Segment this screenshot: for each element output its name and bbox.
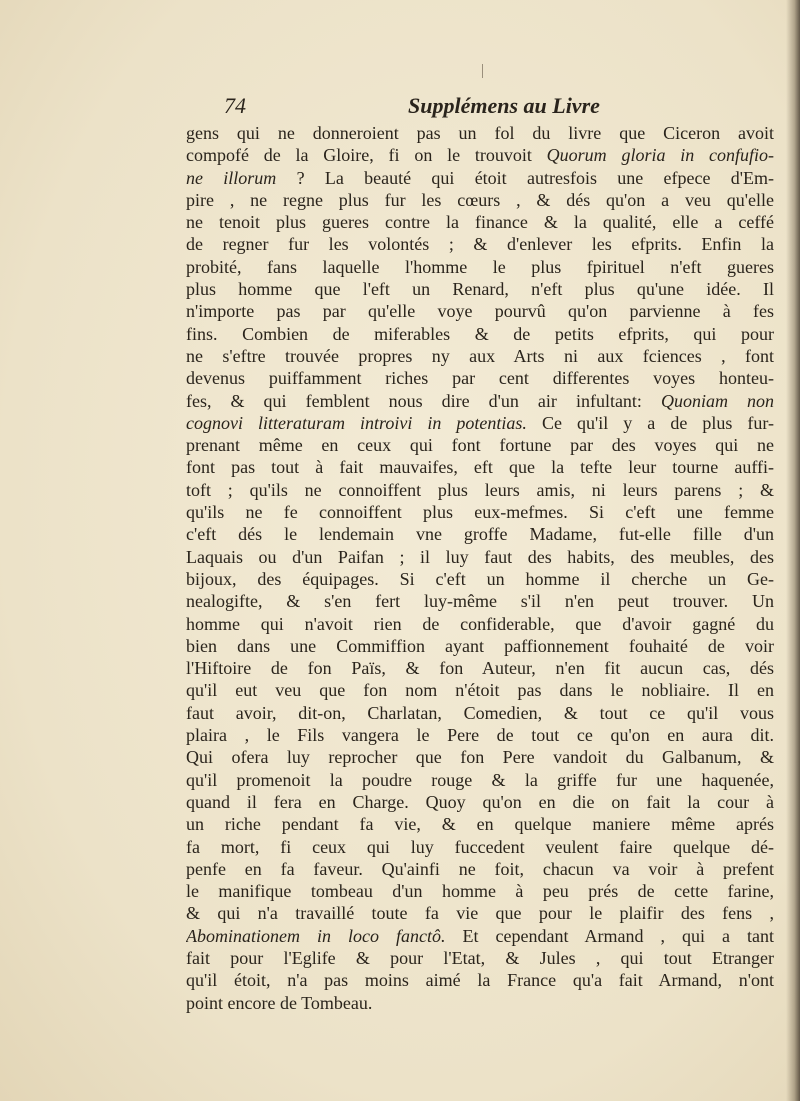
ink-mark: [482, 64, 483, 78]
text-line: plus homme que l'eft un Renard, n'eft plus qu'une idée. Il: [186, 279, 774, 300]
text-line: l'Hiftoire de fon Païs, & fon Auteur, n'en fit aucun cas, dés: [186, 658, 774, 679]
text-line: Qui ofera luy reprocher que fon Pere vandoit du Galbanum, &: [186, 747, 774, 768]
text-line: de regner fur les volontés ; & d'enlever les efprits. Enfin la: [186, 234, 774, 255]
text-line: bijoux, des équipages. Si c'eft un homme il cherche un Ge-: [186, 568, 774, 589]
text-line: compofé de la Gloire, fi on le trouvoit Quorum gloria in confufio-: [186, 145, 774, 166]
text-line: pire , ne regne plus fur les cœurs , & dés qu'on a veu qu'elle: [186, 189, 774, 210]
text-line: quand il fera en Charge. Quoy qu'on en die on fait la cour à: [186, 791, 774, 812]
page-edge-shadow: [786, 0, 800, 1101]
text-line: Laquais ou d'un Paifan ; il luy faut des habits, des meubles, des: [186, 546, 774, 567]
page-body-text: [186, 122, 774, 1014]
text-line: & qui n'a travaillé toute fa vie que pour le plaifir des fens ,: [186, 903, 774, 924]
text-line: faut avoir, dit-on, Charlatan, Comedien, & tout ce qu'il vous: [186, 702, 774, 723]
text-line: qu'il étoit, n'a pas moins aimé la France qu'a fait Armand, n'ont: [186, 970, 774, 991]
text-line: toft ; qu'ils ne connoiffent plus leurs amis, ni leurs parens ; &: [186, 479, 774, 500]
text-line: nealogifte, & s'en fert luy-même s'il n'en peut trouver. Un: [186, 591, 774, 612]
text-line: qu'ils ne fe connoiffent plus eux-mefmes. Si c'eft une femme: [186, 502, 774, 523]
text-line: devenus puiffamment riches par cent differentes voyes honteu-: [186, 368, 774, 389]
text-line: qu'il eut veu que fon nom n'étoit pas dans le nobliaire. Il en: [186, 680, 774, 701]
text-line: fait pour l'Eglife & pour l'Etat, & Jules , qui tout Etranger: [186, 947, 774, 968]
text-line: point encore de Tombeau.: [186, 992, 373, 1013]
text-line: bien dans une Commiffion ayant paffionnement fouhaité de voir: [186, 635, 774, 656]
text-line: probité, fans laquelle l'homme le plus fpirituel n'eft gueres: [186, 256, 774, 277]
text-line: gens qui ne donneroient pas un fol du livre que Ciceron avoit: [186, 123, 774, 143]
running-head: Supplémens au Livre: [408, 93, 600, 118]
text-line: prenant même en ceux qui font fortune par des voyes qui ne: [186, 435, 774, 456]
text-line: font pas tout à fait mauvaifes, eft que la tefte leur tourne auffi-: [186, 457, 774, 478]
text-line: cognovi litteraturam introivi in potentias. Ce qu'il y a de plus fur-: [186, 412, 774, 433]
text-line: Abominationem in loco fanctô. Et cependant Armand , qui a tant: [186, 925, 774, 946]
page-number: 74: [224, 93, 246, 118]
text-line: homme qui n'avoit rien de confiderable, que d'avoir gagné du: [186, 613, 774, 634]
text-line: fins. Combien de miferables & de petits efprits, qui pour: [186, 323, 774, 344]
text-line: ne tenoit plus gueres contre la finance & la qualité, elle a ceffé: [186, 212, 774, 233]
text-line: fes, & qui femblent nous dire d'un air infultant: Quoniam non: [186, 390, 774, 411]
text-line: plaira , le Fils vangera le Pere de tout ce qu'on en aura dit.: [186, 725, 774, 746]
text-line: n'importe pas par qu'elle voye pourvû qu'on parvienne à fes: [186, 301, 774, 322]
text-line: penfe en fa faveur. Qu'ainfi ne foit, chacun va voir à prefent: [186, 858, 774, 879]
text-line: c'eft dés le lendemain vne groffe Madame, fut-elle fille d'un: [186, 524, 774, 545]
text-line: un riche pendant fa vie, & en quelque maniere même aprés: [186, 814, 774, 835]
text-line: ne s'eftre trouvée propres ny aux Arts ni aux fciences , font: [186, 345, 774, 366]
text-line: ne illorum ? La beauté qui étoit autresfois une efpece d'Em-: [186, 167, 774, 188]
text-line: fa mort, fi ceux qui luy fuccedent veulent faire quelque dé-: [186, 836, 774, 857]
text-line: qu'il promenoit la poudre rouge & la griffe fur une haquenée,: [186, 769, 774, 790]
text-line: le manifique tombeau d'un homme à peu prés de cette farine,: [186, 881, 774, 902]
